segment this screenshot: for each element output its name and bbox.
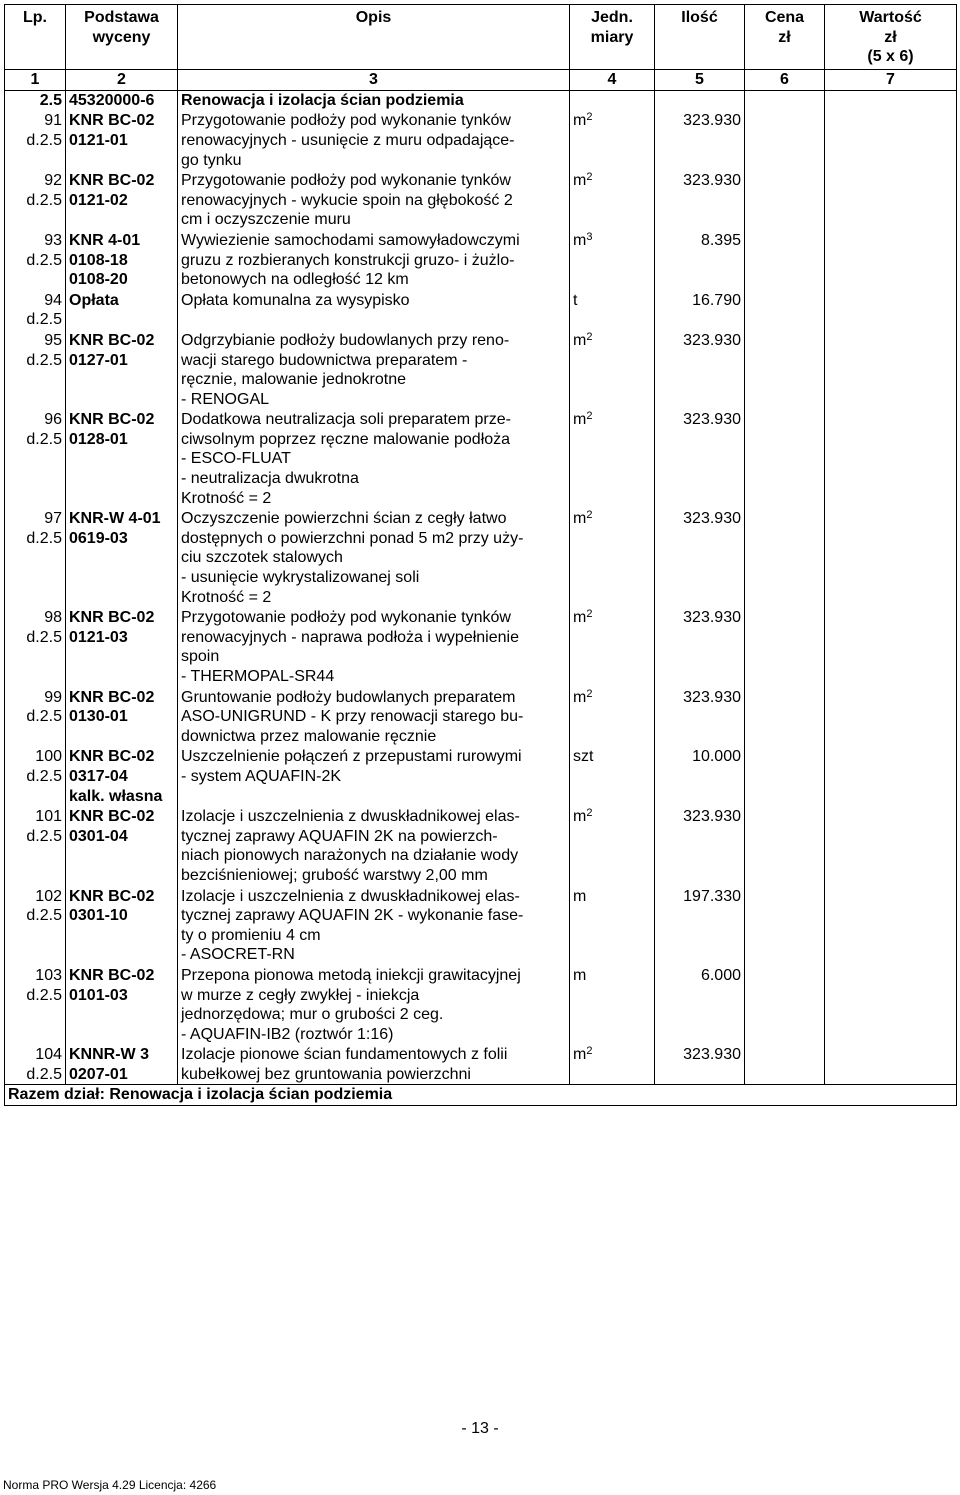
- table-row: [5, 170, 957, 230]
- row-unit-exponent: 3: [586, 230, 593, 243]
- row-unit-text: szt: [573, 748, 594, 766]
- column-number-row: [5, 69, 957, 90]
- row-lp-number: 103: [35, 966, 62, 984]
- row-lp-number: 101: [35, 808, 62, 826]
- section-code: 45320000-6: [66, 90, 178, 110]
- row-lp-section: d.2.5: [26, 986, 62, 1004]
- row-description-text: Oczyszczenie powierzchni ścian z cegły łatwo dostępnych o powierzchni ponad 5 m2 przy uży- ciu szczotek stalowych - usunięcie wykrystalizowanej soli Krotność = 2: [181, 510, 524, 606]
- row-price: [745, 409, 825, 508]
- row-unit: [570, 687, 655, 747]
- row-lp-section: d.2.5: [26, 628, 62, 646]
- row-description-text: Dodatkowa neutralizacja soli preparatem prze- ciwsolnym poprzez ręczne malowanie podłoża - ESCO-FLUAT - neutralizacja dwukrotna Krotność = 2: [181, 411, 511, 507]
- row-lp-section: d.2.5: [26, 251, 62, 269]
- row-base-position: 0207-01: [69, 1065, 128, 1083]
- row-value: [825, 607, 957, 686]
- row-base: [66, 607, 178, 686]
- row-lp: [5, 1044, 66, 1085]
- header-podstawa: Podstawa wyceny: [66, 5, 178, 70]
- row-lp-number: 94: [44, 291, 62, 309]
- row-lp-number: 96: [44, 411, 62, 429]
- table-row: [5, 806, 957, 885]
- row-unit: [570, 230, 655, 290]
- row-base: [66, 806, 178, 885]
- row-unit-text: m: [573, 688, 587, 706]
- row-lp-section: d.2.5: [26, 907, 62, 925]
- row-value: [825, 409, 957, 508]
- row-base: [66, 746, 178, 806]
- row-description-text: Przygotowanie podłoży pod wykonanie tynków renowacyjnych - wykucie spoin na głębokość 2 cm i oczyszczenie muru: [181, 172, 513, 229]
- cost-estimate-table: [4, 4, 957, 1106]
- header-opis: Opis: [178, 5, 570, 70]
- section-row: [5, 90, 957, 110]
- row-description-text: Izolacje i uszczelnienia z dwuskładnikowej elas- tycznej zaprawy AQUAFIN 2K na powierzch- niach pionowych narażonych na działanie wody bezciśnieniowej; grubość warstwy 2,00 mm: [181, 808, 520, 884]
- row-base-position: 0121-02: [69, 191, 128, 209]
- row-unit-text: m: [573, 887, 587, 905]
- row-lp-number: 97: [44, 510, 62, 528]
- row-lp-number: 95: [44, 331, 62, 349]
- row-unit-exponent: 2: [586, 608, 593, 621]
- row-description-text: Opłata komunalna za wysypisko: [181, 291, 410, 309]
- row-base-position: 0301-04: [69, 827, 128, 845]
- row-price: [745, 170, 825, 230]
- row-base-position: 0101-03: [69, 986, 128, 1004]
- row-base-position: 0121-03: [69, 628, 128, 646]
- row-description: [178, 965, 570, 1044]
- row-value: [825, 230, 957, 290]
- row-lp-section: d.2.5: [26, 767, 62, 785]
- row-lp: [5, 230, 66, 290]
- row-base: [66, 687, 178, 747]
- row-base: [66, 965, 178, 1044]
- row-base-position: 0108-18 0108-20: [69, 251, 128, 289]
- column-number: 5: [655, 69, 745, 90]
- row-value: [825, 806, 957, 885]
- table-row: [5, 965, 957, 1044]
- row-value: [825, 170, 957, 230]
- row-lp-section: d.2.5: [26, 827, 62, 845]
- row-price: [745, 607, 825, 686]
- row-base-catalog: Opłata: [69, 291, 119, 309]
- row-description: [178, 230, 570, 290]
- row-unit: [570, 290, 655, 330]
- row-unit-exponent: 2: [586, 171, 593, 184]
- row-lp: [5, 290, 66, 330]
- row-price: [745, 806, 825, 885]
- row-base: [66, 508, 178, 607]
- row-unit-exponent: 2: [586, 330, 593, 343]
- row-base: [66, 330, 178, 409]
- row-unit: [570, 508, 655, 607]
- row-price: [745, 290, 825, 330]
- row-description: [178, 508, 570, 607]
- row-value: [825, 746, 957, 806]
- row-description: [178, 330, 570, 409]
- row-base-catalog: KNR BC-02: [69, 172, 155, 190]
- row-lp: [5, 409, 66, 508]
- row-unit: [570, 110, 655, 170]
- row-value: [825, 965, 957, 1044]
- row-lp: [5, 687, 66, 747]
- row-unit: [570, 1044, 655, 1085]
- row-value: [825, 1044, 957, 1085]
- row-description: [178, 607, 570, 686]
- row-price: [745, 886, 825, 965]
- row-lp: [5, 746, 66, 806]
- row-quantity: 323.930: [655, 409, 745, 508]
- row-unit: [570, 170, 655, 230]
- row-base-catalog: KNR BC-02: [69, 609, 155, 627]
- header-cena: Cena zł: [745, 5, 825, 70]
- summary-title: Renowacja i izolacja ścian podziemia: [109, 1086, 393, 1104]
- row-unit: [570, 965, 655, 1044]
- row-quantity: 6.000: [655, 965, 745, 1044]
- summary-label: Razem dział:: [8, 1086, 105, 1104]
- row-value: [825, 687, 957, 747]
- row-lp: [5, 886, 66, 965]
- row-description: [178, 687, 570, 747]
- row-quantity: 8.395: [655, 230, 745, 290]
- row-description: [178, 110, 570, 170]
- table-row: [5, 330, 957, 409]
- row-base-catalog: KNNR-W 3: [69, 1046, 149, 1064]
- row-base: [66, 170, 178, 230]
- row-quantity: 10.000: [655, 746, 745, 806]
- row-unit: [570, 746, 655, 806]
- row-base: [66, 290, 178, 330]
- row-lp-section: d.2.5: [26, 1065, 62, 1083]
- row-price: [745, 110, 825, 170]
- row-lp-number: 91: [44, 112, 62, 130]
- row-description: [178, 290, 570, 330]
- row-unit-exponent: 2: [586, 1045, 593, 1058]
- row-lp: [5, 965, 66, 1044]
- row-description-text: Przygotowanie podłoży pod wykonanie tynków renowacyjnych - usunięcie z muru odpadające- go tynku: [181, 112, 515, 169]
- row-value: [825, 290, 957, 330]
- column-number: 4: [570, 69, 655, 90]
- table-row: [5, 746, 957, 806]
- row-unit: [570, 806, 655, 885]
- row-value: [825, 508, 957, 607]
- column-number: 3: [178, 69, 570, 90]
- row-base-catalog: KNR 4-01: [69, 231, 141, 249]
- table-row: [5, 230, 957, 290]
- table-row: [5, 1044, 957, 1085]
- row-base-catalog: KNR BC-02: [69, 966, 155, 984]
- row-base: [66, 886, 178, 965]
- row-unit-text: t: [573, 291, 578, 309]
- row-lp-number: 92: [44, 172, 62, 190]
- row-price: [745, 508, 825, 607]
- row-lp: [5, 170, 66, 230]
- row-lp-section: d.2.5: [26, 311, 62, 329]
- row-base: [66, 1044, 178, 1085]
- row-unit-text: m: [573, 112, 587, 130]
- row-unit-exponent: 2: [586, 509, 593, 522]
- header-jedn: Jedn. miary: [570, 5, 655, 70]
- row-base-position: 0619-03: [69, 529, 128, 547]
- row-base: [66, 230, 178, 290]
- row-price: [745, 965, 825, 1044]
- row-lp-section: d.2.5: [26, 430, 62, 448]
- section-lp: 2.5: [5, 90, 66, 110]
- row-lp: [5, 806, 66, 885]
- row-price: [745, 330, 825, 409]
- table-row: [5, 508, 957, 607]
- row-price: [745, 746, 825, 806]
- row-base-catalog: KNR BC-02: [69, 808, 155, 826]
- row-unit-text: m: [573, 411, 587, 429]
- row-description: [178, 746, 570, 806]
- row-base-position: 0128-01: [69, 430, 128, 448]
- row-lp-section: d.2.5: [26, 191, 62, 209]
- row-lp-number: 98: [44, 609, 62, 627]
- row-lp-section: d.2.5: [26, 351, 62, 369]
- table-row: [5, 607, 957, 686]
- row-value: [825, 886, 957, 965]
- row-description-text: Przygotowanie podłoży pod wykonanie tynków renowacyjnych - naprawa podłoża i wypełnienie spoin - THERMOPAL-SR44: [181, 609, 519, 685]
- row-lp-section: d.2.5: [26, 708, 62, 726]
- row-description-text: Wywiezienie samochodami samowyładowczymi gruzu z rozbieranych konstrukcji gruzo- i żużlo- betonowych na odległość 12 km: [181, 231, 520, 289]
- column-number: 1: [5, 69, 66, 90]
- column-number: 7: [825, 69, 957, 90]
- row-base-position: 0317-04 kalk. własna: [69, 767, 163, 805]
- row-unit-text: m: [573, 1046, 587, 1064]
- row-base-catalog: KNR BC-02: [69, 331, 155, 349]
- row-quantity: 323.930: [655, 110, 745, 170]
- row-description-text: Izolacje i uszczelnienia z dwuskładnikowej elas- tycznej zaprawy AQUAFIN 2K - wykonanie fase- ty o promieniu 4 cm - ASOCRET-RN: [181, 887, 524, 964]
- row-description-text: Gruntowanie podłoży budowlanych preparatem ASO-UNIGRUND - K przy renowacji starego bu- downictwa przez malowanie ręcznie: [181, 688, 524, 745]
- row-quantity: 323.930: [655, 687, 745, 747]
- table-row: [5, 886, 957, 965]
- row-quantity: 323.930: [655, 330, 745, 409]
- row-unit-exponent: 2: [586, 807, 593, 820]
- row-unit-exponent: 2: [586, 111, 593, 124]
- header-lp: Lp.: [5, 5, 66, 70]
- table-row: [5, 290, 957, 330]
- row-description-text: Izolacje pionowe ścian fundamentowych z folii kubełkowej bez gruntowania powierzchni: [181, 1046, 508, 1083]
- row-price: [745, 687, 825, 747]
- row-unit-text: m: [573, 331, 587, 349]
- row-lp-number: 102: [35, 887, 62, 905]
- row-quantity: 323.930: [655, 1044, 745, 1085]
- table-row: [5, 110, 957, 170]
- row-unit-exponent: 2: [586, 687, 593, 700]
- summary-row: [5, 1085, 957, 1106]
- row-lp: [5, 110, 66, 170]
- row-base-catalog: KNR BC-02: [69, 887, 155, 905]
- row-base-catalog: KNR BC-02: [69, 411, 155, 429]
- table-row: [5, 409, 957, 508]
- row-base: [66, 110, 178, 170]
- row-lp: [5, 330, 66, 409]
- table-row: [5, 687, 957, 747]
- row-base-catalog: KNR-W 4-01: [69, 510, 161, 528]
- row-lp: [5, 607, 66, 686]
- row-lp-section: d.2.5: [26, 529, 62, 547]
- row-lp: [5, 508, 66, 607]
- row-unit-text: m: [573, 231, 587, 249]
- row-base-position: 0301-10: [69, 907, 128, 925]
- row-base-position: 0121-01: [69, 131, 128, 149]
- header-wartosc: Wartość zł (5 x 6): [825, 5, 957, 70]
- row-unit-text: m: [573, 808, 587, 826]
- row-quantity: 323.930: [655, 508, 745, 607]
- row-base-position: 0127-01: [69, 351, 128, 369]
- row-quantity: 323.930: [655, 170, 745, 230]
- row-unit-text: m: [573, 172, 587, 190]
- row-description: [178, 886, 570, 965]
- row-quantity: 197.330: [655, 886, 745, 965]
- row-unit: [570, 607, 655, 686]
- row-quantity: 323.930: [655, 607, 745, 686]
- row-description-text: Odgrzybianie podłoży budowlanych przy reno- wacji starego budownictwa preparatem - ręcznie, malowanie jednokrotne - RENOGAL: [181, 331, 510, 408]
- row-lp-number: 99: [44, 688, 62, 706]
- row-value: [825, 110, 957, 170]
- license-note: Norma PRO Wersja 4.29 Licencja: 4266: [3, 1478, 217, 1492]
- row-lp-number: 100: [35, 748, 62, 766]
- column-number: 6: [745, 69, 825, 90]
- row-lp-section: d.2.5: [26, 131, 62, 149]
- cost-estimate-sheet: [4, 4, 956, 1106]
- row-description: [178, 409, 570, 508]
- row-price: [745, 230, 825, 290]
- row-base-catalog: KNR BC-02: [69, 112, 155, 130]
- row-unit-exponent: 2: [586, 410, 593, 423]
- header-row: [5, 5, 957, 70]
- row-unit: [570, 886, 655, 965]
- column-number: 2: [66, 69, 178, 90]
- row-description: [178, 170, 570, 230]
- row-base: [66, 409, 178, 508]
- page-number: - 13 -: [461, 1420, 499, 1437]
- row-value: [825, 330, 957, 409]
- row-description: [178, 806, 570, 885]
- header-ilosc: Ilość: [655, 5, 745, 70]
- row-description-text: Uszczelnienie połączeń z przepustami rurowymi - system AQUAFIN-2K: [181, 748, 522, 785]
- row-quantity: 16.790: [655, 290, 745, 330]
- section-title: Renowacja i izolacja ścian podziemia: [178, 90, 570, 110]
- row-base-catalog: KNR BC-02: [69, 748, 155, 766]
- row-description-text: Przepona pionowa metodą iniekcji grawitacyjnej w murze z cegły zwykłej - iniekcja jednorzędowa; mur o grubości 2 ceg. - AQUAFIN-IB2 (roztwór 1:16): [181, 966, 521, 1043]
- row-lp-number: 104: [35, 1046, 62, 1064]
- row-base-catalog: KNR BC-02: [69, 688, 155, 706]
- row-unit-text: m: [573, 966, 587, 984]
- row-unit: [570, 330, 655, 409]
- row-description: [178, 1044, 570, 1085]
- row-price: [745, 1044, 825, 1085]
- row-quantity: 323.930: [655, 806, 745, 885]
- row-unit: [570, 409, 655, 508]
- row-lp-number: 93: [44, 231, 62, 249]
- row-base-position: 0130-01: [69, 708, 128, 726]
- row-unit-text: m: [573, 510, 587, 528]
- row-unit-text: m: [573, 609, 587, 627]
